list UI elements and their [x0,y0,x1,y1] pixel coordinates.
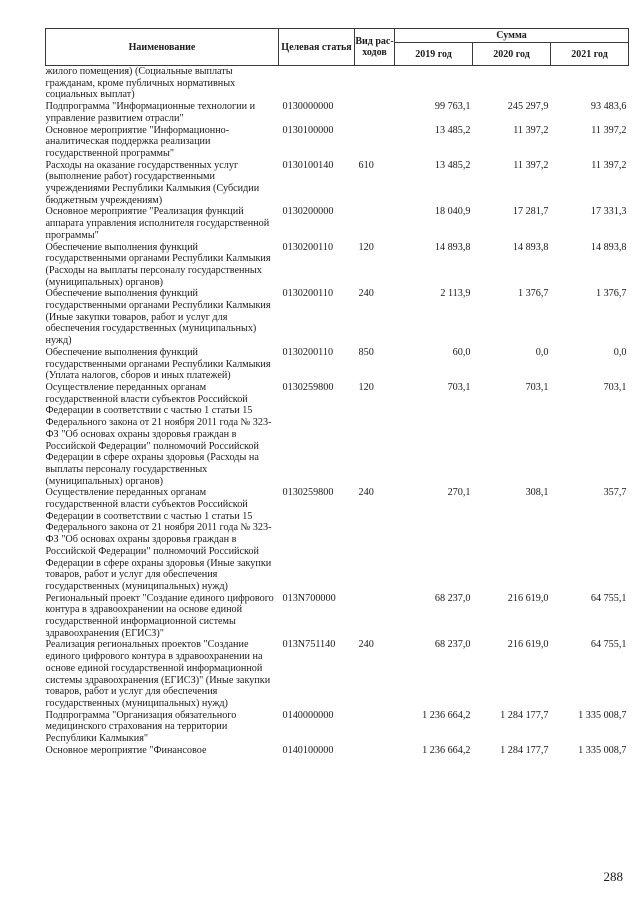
row-target-article: 0130200110 [282,346,334,358]
row-sum-2021: 93 483,6 [590,101,627,113]
table-header [46,29,629,66]
row-name: Основное мероприятие "Реализация функций аппарата управления исполнителя государственной программы" [45,206,270,241]
table-row [46,242,629,289]
row-target-article: 0130100000 [282,124,334,136]
row-sum-2021: 703,1 [603,381,627,393]
row-sum-2019: 703,1 [447,381,471,393]
row-target-article: 0130100140 [282,159,334,171]
row-sum-2019: 2 113,9 [440,288,471,300]
row-name: Основное мероприятие "Информационно-аналитическая поддержка реализации государственной программы" [45,124,230,159]
row-name: Основное мероприятие "Финансовое [45,744,207,756]
row-sum-2019: 68 237,0 [434,592,471,604]
row-expense-type [355,206,395,241]
row-expense-type: 120 [358,241,374,253]
table-row [46,206,629,241]
row-sum-2020: 245 297,9 [507,101,549,113]
row-expense-type [355,710,395,745]
table-body [46,66,629,757]
row-sum-2021: 17 331,3 [590,206,627,218]
row-name: жилого помещения) (Социальные выплаты гражданам, кроме публичных нормативных социальных выплат) [45,66,236,101]
row-sum-2019: 13 485,2 [434,159,471,171]
row-sum-2021: 64 755,1 [590,639,627,651]
row-sum-2020: 17 281,7 [512,206,549,218]
row-sum-2020: 11 397,2 [513,124,549,136]
row-expense-type: 240 [358,639,374,651]
row-sum-2020: 216 619,0 [507,592,549,604]
row-sum-2019: 60,0 [452,346,471,358]
table-row [46,593,629,640]
row-sum-2020: 14 893,8 [512,241,549,253]
row-name: Расходы на оказание государственных услуг (выполнение работ) государственными учреждениями Республики Калмыкия (Субсидии бюджетным учреждениям) [45,159,260,206]
row-expense-type [355,101,395,124]
header-expense-type: Вид рас-ходов [355,29,395,66]
row-target-article: 0130259800 [282,487,334,499]
row-target-article: 0140000000 [282,709,334,721]
row-sum-2021: 0,0 [613,346,627,358]
row-sum-2019: 18 040,9 [434,206,471,218]
row-sum-2021: 357,7 [603,487,627,499]
row-expense-type [355,593,395,640]
row-sum-2020: 1 284 177,7 [500,709,549,721]
table-row [46,160,629,207]
row-sum-2021: 1 376,7 [595,288,627,300]
row-expense-type: 850 [358,346,374,358]
row-name: Региональный проект "Создание единого цифрового контура в здравоохранении на основе единой государственной информационной системы здравоохранения (ЕГИСЗ)" [45,592,274,639]
row-sum-2021: 1 335 008,7 [578,744,627,756]
row-sum-2019: 1 236 664,2 [422,709,471,721]
row-sum-2020: 703,1 [525,381,549,393]
table-row [46,288,629,347]
row-sum-2020: 216 619,0 [507,639,549,651]
header-year-2019: 2019 год [395,43,473,66]
header-year-2020: 2020 год [473,43,551,66]
row-name: Подпрограмма "Информационные технологии и управление развитием отрасли" [45,101,256,124]
row-sum-2019: 14 893,8 [434,241,471,253]
row-sum-2020: 1 376,7 [517,288,549,300]
row-sum-2019: 68 237,0 [434,639,471,651]
row-sum-2019: 13 485,2 [434,124,471,136]
row-name: Осуществление переданных органам государственной власти субъектов Российской Федерации в соответствии с частью 1 статьи 15 Федерального закона от 21 ноября 2011 года № 323-ФЗ "Об основах охраны здоровья граждан в Российской Федерации" полномочий Российской Федерации в сфере охраны здоровья (Иные закупки товаров, работ и услуг для обеспечения государственных (муниципальных) нужд) [45,487,272,592]
row-target-article: 0130259800 [282,381,334,393]
row-sum-2019: 1 236 664,2 [422,744,471,756]
row-sum-2019: 99 763,1 [434,101,471,113]
row-sum-2020: 308,1 [525,487,549,499]
row-expense-type: 120 [358,381,374,393]
row-target-article [279,66,355,102]
row-name: Осуществление переданных органам государственной власти субъектов Российской Федерации в соответствии с частью 1 статьи 15 Федерального закона от 21 ноября 2011 года № 323-ФЗ "Об основах охраны здоровья граждан в Российской Федерации" полномочий Российской Федерации в сфере охраны здоровья (Расходы на выплаты персоналу государственных (муниципальных) органов) [45,381,272,487]
row-name: Обеспечение выполнения функций государственными органами Республики Калмыкия (Уплата налогов, сборов и иных платежей) [45,346,271,382]
table-row [46,347,629,382]
row-sum-2019: 270,1 [447,487,471,499]
row-expense-type [355,66,395,102]
row-name: Обеспечение выполнения функций государственными органами Республики Калмыкия (Расходы на выплаты персоналу государственных (муниципальных) органов) [45,241,271,288]
header-year-2021: 2021 год [551,43,629,66]
budget-table [45,28,629,756]
row-target-article: 013N751140 [282,639,336,651]
row-sum-2020: 0,0 [535,346,549,358]
row-expense-type [355,745,395,757]
table-row [46,125,629,160]
row-expense-type: 240 [358,288,374,300]
row-target-article: 0130000000 [282,101,334,113]
row-expense-type [355,125,395,160]
row-target-article: 0130200110 [282,288,334,300]
row-sum-2019 [395,66,473,102]
header-sum: Сумма [395,29,629,43]
row-expense-type: 610 [358,159,374,171]
row-sum-2020: 11 397,2 [513,159,549,171]
header-name: Наименование [46,29,279,66]
table-row [46,487,629,592]
row-sum-2021: 14 893,8 [590,241,627,253]
row-target-article: 0130200110 [282,241,334,253]
row-sum-2021: 11 397,2 [591,159,627,171]
table-row [46,101,629,124]
row-name: Обеспечение выполнения функций государственными органами Республики Калмыкия (Иные закупки товаров, работ и услуг для обеспечения государственных (муниципальных) нужд) [45,288,271,347]
row-name: Реализация региональных проектов "Создание единого цифрового контура в здравоохранении на основе единой государственной информационной системы здравоохранения (ЕГИСЗ)" (Иные закупки товаров, работ и услуг для обеспечения государственных (муниципальных) нужд) [45,639,271,709]
row-sum-2020: 1 284 177,7 [500,744,549,756]
row-sum-2021 [551,66,629,102]
page-number: 288 [603,869,623,884]
header-target-article: Целевая статья [279,29,355,66]
row-target-article: 0130200000 [282,206,334,218]
row-name: Подпрограмма "Организация обязательного медицинского страхования на территории Республики Калмыкия" [45,709,237,745]
table-row [46,639,629,709]
table-row [46,710,629,745]
table-row [46,66,629,102]
table-row [46,382,629,487]
row-sum-2021: 11 397,2 [591,124,627,136]
row-expense-type: 240 [358,487,374,499]
row-sum-2021: 1 335 008,7 [578,709,627,721]
row-target-article: 013N700000 [282,592,336,604]
row-sum-2020 [473,66,551,102]
row-target-article: 0140100000 [282,744,334,756]
row-sum-2021: 64 755,1 [590,592,627,604]
table-row [46,745,629,757]
